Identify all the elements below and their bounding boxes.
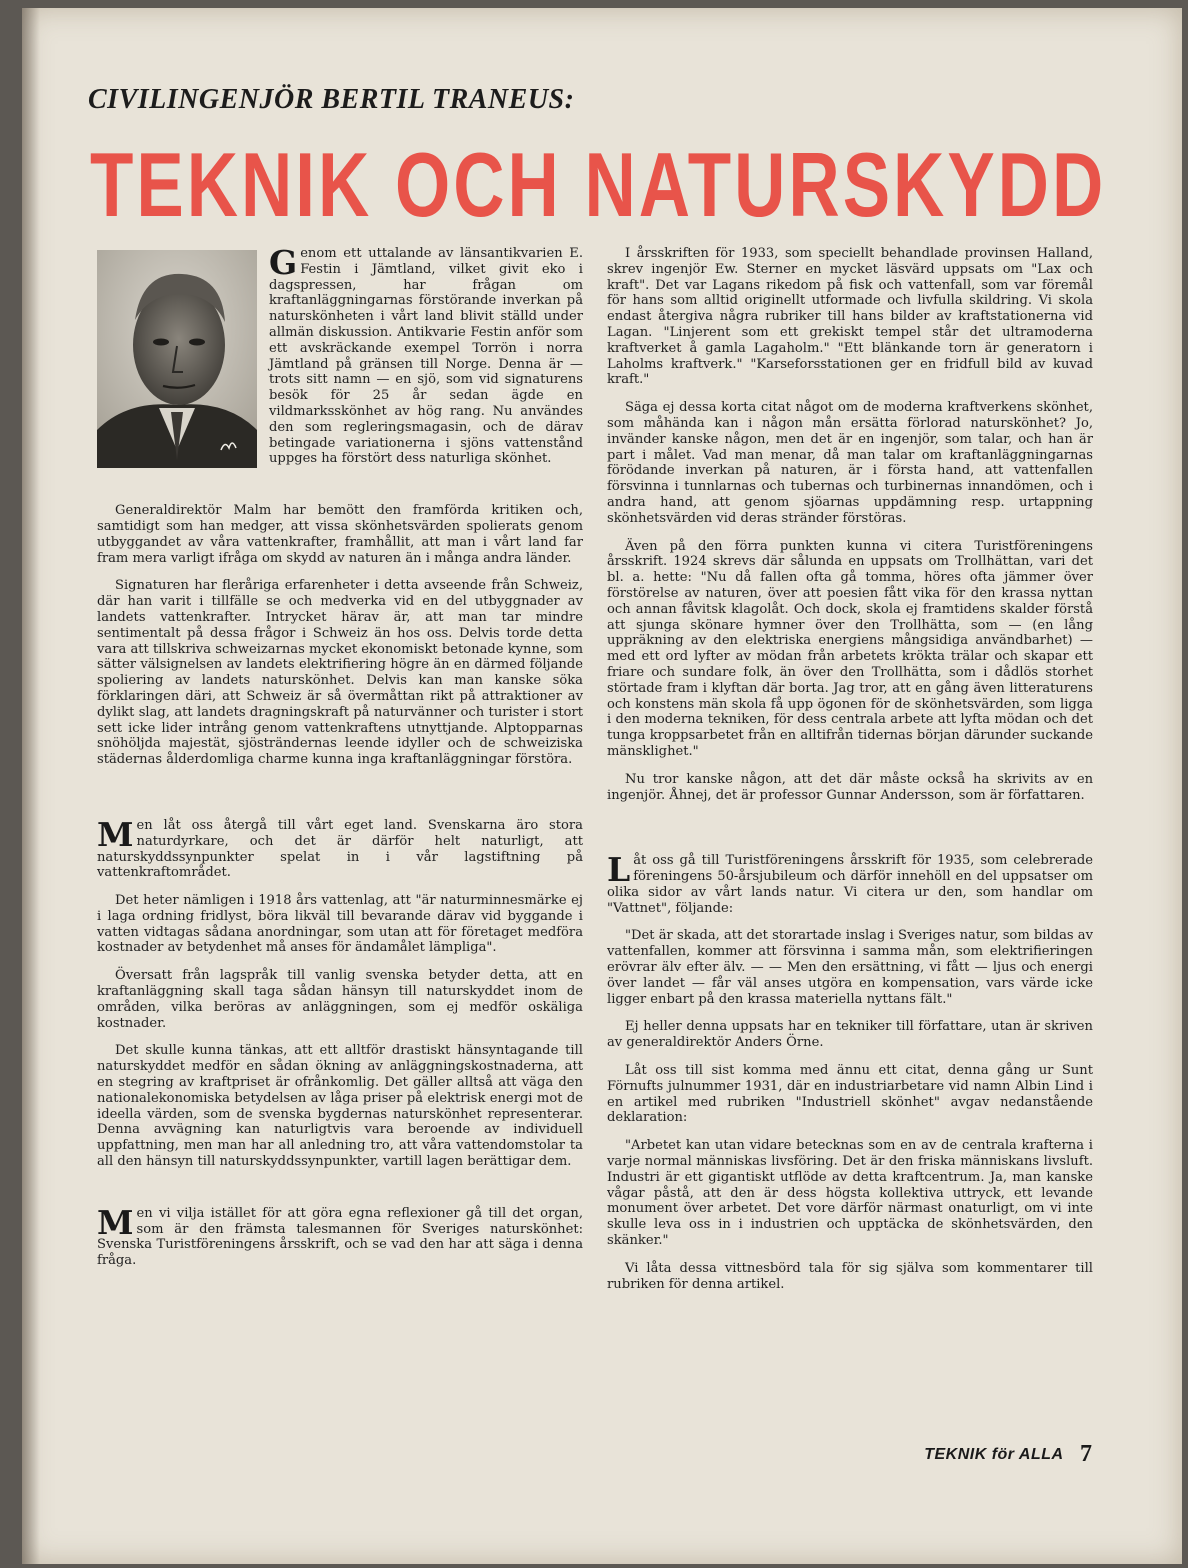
- paragraph-text: en låt oss återgå till vårt eget land. Svenskarna äro stora naturdyrkare, och det är därför helt naturligt, att naturskyddssynpunkter spelat in i vår lagstiftning på vattenkraftområdet.: [97, 817, 583, 881]
- right-column: [607, 246, 1093, 1304]
- article-paragraph: Det heter nämligen i 1918 års vattenlag, att "är naturminnesmärke ej i laga ordning fridlyst, böra likväl till bevarande därav vid byggande i vatten vidtagas sådana anordningar, som utan att för företaget medföra kostnader av betydenhet må anses för ändamålet lämpliga".: [97, 893, 583, 956]
- drop-cap: L: [607, 850, 631, 890]
- article-paragraph: "Arbetet kan utan vidare betecknas som en av de centrala krafterna i varje normal människas livsföring. Det är den friska människans livsluft. Industri är ett gigantiskt utflöde av detta kraftcentrum. Ja, man kanske vågar påstå, att den är dess högsta kollektiva uttryck, ett levande monument över arbetet. Det vore därför närmast onaturligt, om vi inte skulle leva oss in i industrien och upptäcka de skönhetsvärden, den skänker.": [607, 1138, 1093, 1249]
- portrait-photo-icon: [97, 250, 257, 468]
- drop-cap: G: [269, 243, 298, 282]
- article-paragraph: Generaldirektör Malm har bemött den framförda kritiken och, samtidigt som han medger, att vissa skönhetsvärden spolierats genom utbyggandet av våra vattenkrafter, framhållit, att man i vårt land far fram mera varligt ifråga om skydd av naturen än i många andra länder.: [97, 503, 583, 566]
- article-paragraph: Säga ej dessa korta citat något om de moderna kraftverkens skönhet, som måhända kan i någon mån ersätta förlorad naturskönhet? Jo, invänder kanske någon, men det är en ingenjör, som talar, och han är part i målet. Vad man menar, då man talar om kraftanläggningarnas förödande inverkan på naturen, är i första hand, att vattenfallen försvinna i tunnlarnas och tubernas och turbinernas innandömen, och i andra hand, att genom sjöarnas uppdämning resp. urtappning skönhetsvärden vid deras stränder förstöras.: [607, 400, 1093, 526]
- page-footer: [924, 1441, 1092, 1468]
- article-paragraph: Översatt från lagspråk till vanlig svenska betyder detta, att en kraftanläggning skall taga sådan hänsyn till naturskyddet inom de områden, vilka beröras av anläggningen, som ej medför oskäliga kostnader.: [97, 968, 583, 1031]
- binding-shadow: [22, 8, 40, 1564]
- article-paragraph: [97, 814, 583, 881]
- article-paragraph: I årsskriften för 1933, som speciellt behandlade provinsen Halland, skrev ingenjör Ew. Sterner en mycket läsvärd uppsats om "Lax och kraft". Det var Lagans rikedom på fisk och vattenfall, som var föremål för hans som alltid originellt utformade och livfulla skildring. Vi skola endast återgiva några rubriker till hans bilder av kraftstationerna vid Lagan. "Linjerent som ett grekiskt tempel står det ultramoderna kraftverket å gamla Lagaholm." "Ett blänkande torn är generatorn i Laholms kraftverk." "Karseforsstationen ger en fridfull bild av kuvad kraft.": [607, 246, 1093, 388]
- paragraph-text: en vi vilja istället för att göra egna reflexioner gå till det organ, som är den främsta talesmannen för Sveriges naturskönhet: Svenska Turistföreningens årsskrift, och se vad den har att säga i denna fråga.: [97, 1205, 583, 1269]
- article-title: TEKNIK OCH NATURSKYDD: [90, 135, 1107, 237]
- left-column: [97, 243, 583, 1281]
- paragraph-text: enom ett uttalande av länsantikvarien E. Festin i Jämtland, vilket givit eko i dagspressen, har frågan om kraftanläggningarnas förstörande inverkan på naturskönheten i vårt land blivit ställd under allmän diskussion. Antikvarie Festin anför som ett avskräckande exempel Torrön i norra Jämtland på gränsen till Norge. Denna är — trots sitt namn — en sjö, som vid signaturens besök för 25 år sedan ägde en vildmarksskönhet av hög rang. Nu användes den som regleringsmagasin, och de därav betingade variationerna i sjöns vattenstånd uppges ha förstört dess naturliga skönhet.: [269, 246, 583, 467]
- article-paragraph: Nu tror kanske någon, att det där måste också ha skrivits av en ingenjör. Åhnej, det är professor Gunnar Andersson, som är författaren.: [607, 771, 1093, 803]
- article-paragraph: Signaturen har fleråriga erfarenheter i detta avseende från Schweiz, där han varit i tillfälle se och medverka vid en del utbyggnader av landets vattenkrafter. Intrycket härav är, att man tar mindre sentimentalt på dessa frågor i Schweiz än hos oss. Delvis torde detta vara att tillskriva schweizarnas mycket ekonomiskt betonade kynne, som sätter välsignelsen av landets elektrifiering högre än en därmed följande spoliering av landets naturskönhet. Delvis kan man kanske söka förklaringen däri, att Schweiz är så övermåttan rikt på attraktioner av dylikt slag, att landets dragningskraft på naturvänner och turister i stort sett icke lider intrång genom vattenkraftens utnyttjande. Alptopparnas snöhöljda majestät, sjösträndernas leende idyller och de schweiziska städernas ålderdomliga charme kunna inga kraftanläggningar förstöra.: [97, 578, 583, 768]
- page-number: 7: [1080, 1441, 1092, 1467]
- article-paragraph: Vi låta dessa vittnesbörd tala för sig själva som kommentarer till rubriken för denna artikel.: [607, 1260, 1093, 1292]
- article-paragraph: Låt oss till sist komma med ännu ett citat, denna gång ur Sunt Förnufts julnummer 1931, där en industriarbetare vid namn Albin Lind i en artikel med rubriken "Industriell skönhet" avgav nedanstående deklaration:: [607, 1063, 1093, 1126]
- magazine-name: TEKNIK för ALLA: [924, 1446, 1064, 1463]
- article-paragraph: Det skulle kunna tänkas, att ett alltför drastiskt hänsyntagande till naturskyddet medför en sådan ökning av anläggningskostnaderna, att en stegring av kraftpriset är ofrånkomlig. Det gäller alltså att väga den nationalekonomiska betydelsen av låga priser på elektrisk energi mot de ideella värden, som de svenska bygdernas naturskönhet representerar. Denna avvägning kan naturligtvis vara beroende av individuell uppfattning, men man har all anledning tro, att våra vattendomstolar ta all den hänsyn till naturskyddssynpunkter, vartill lagen berättigar dem.: [97, 1043, 583, 1170]
- article-paragraph: "Det är skada, att det storartade inslag i Sveriges natur, som bildas av vattenfallen, kommer att försvinna i samma mån, som elektrifieringen erövrar älv efter älv. — — Men den ersättning, vi fått — ljus och energi över landet — får väl anses utgöra en kompensation, vars värde icke ligger enbart på den krassa materiella nyttans fält.": [607, 928, 1093, 1007]
- author-kicker: CIVILINGENJÖR BERTIL TRANEUS:: [88, 84, 575, 115]
- article-paragraph: Även på den förra punkten kunna vi citera Turistföreningens årsskrift. 1924 skrevs där sålunda en uppsats om Trollhättan, vari det bl. a. hette: "Nu då fallen ofta gå tomma, höres ofta jämmer över förstörelse av naturen, över att poesien fått vika för den krassa nyttan och annan fåvitsk klagolåt. Och dock, skola ej framtidens skalder förstå att sjunga skönare hymner över den Trollhätta, som — (en lång uppräkning av den elektriska energiens mångsidiga användbarhet) — med ett ord lyfter av mödan från arbetets krökta trälar och skapar ett friare och sundare folk, än över den Trollhätta, som i dådlös storhet störtade fram i klyftan där borta. Jag tror, att en gång även litteraturens och konstens män skola få upp ögonen för de skönhetsvärden, som ligga i den moderna tekniken, för dess centrala arbete att lyfta mödan och det tunga kroppsarbetet från en alltifrån tidernas början därunder suckande mänsklighet.": [607, 538, 1093, 759]
- drop-cap: M: [97, 1202, 134, 1242]
- article-paragraph: [607, 850, 1093, 916]
- paragraph-text: åt oss gå till Turistföreningens årsskrift för 1935, som celebrerade föreningens 50-årsjubileum och därför innehöll en del uppsatser om olika sidor av vårt lands natur. Vi citera ur den, som handlar om "Vattnet", följande:: [607, 853, 1093, 916]
- drop-cap: M: [97, 814, 134, 854]
- article-paragraph: [97, 1202, 583, 1269]
- article-paragraph: Ej heller denna uppsats har en tekniker till författare, utan är skriven av generaldirektör Anders Örne.: [607, 1019, 1093, 1051]
- author-portrait: [97, 250, 257, 468]
